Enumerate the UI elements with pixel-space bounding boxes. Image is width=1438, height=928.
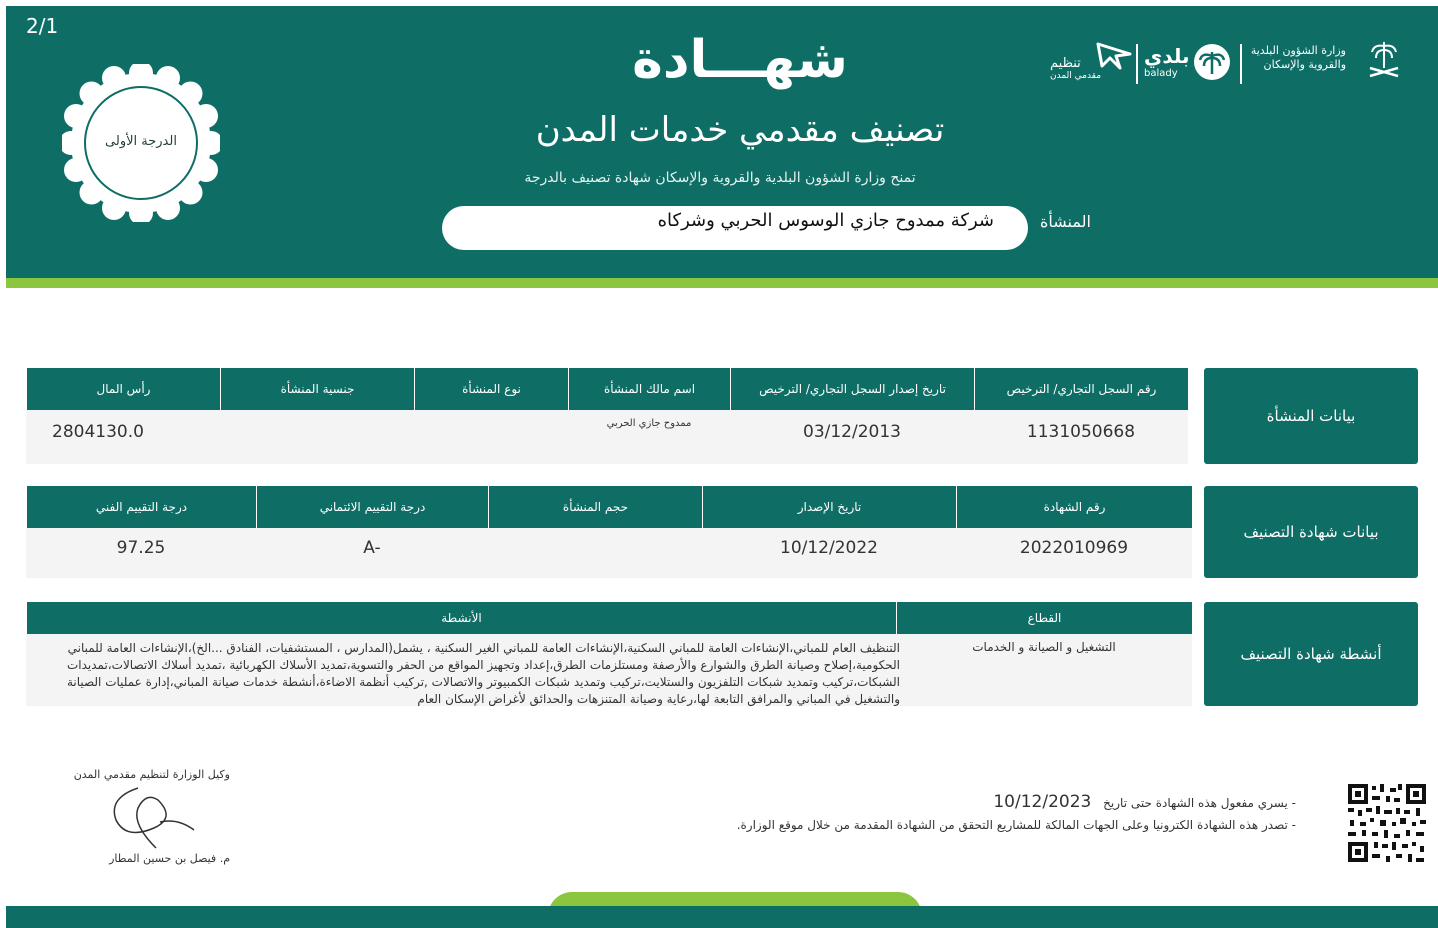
tanzeem-logo: تنظيم مقدمي المدن [1050, 56, 1102, 81]
capital-value: 2804130.0 [52, 422, 144, 442]
organization-label: المنشأة [1040, 212, 1091, 231]
org-type-value [414, 410, 568, 454]
cr-number-value: 1131050668 [1026, 422, 1136, 442]
activities-value: التنظيف العام للمباني،الإنشاءات العامة للمباني السكنية،الإنشاءات العامة للمباني الغير السكنية ، يشمل(المدارس ، المستشفيات، الفنادق ...الخ)،الإنشاءات العامة للمباني الحكومية،إصلاح وصيانة الطرق والشوارع والأرصفة ومستلزمات الطرق،إعداد وتجهيز المواقع من الحفر والتسوية،تمديد الأسلاك الكهربائية ،تمديد أسلاك الاتصالات،تمديدات الشبكات،تركيب وتمديد شبكات التلفزيون والستلايت،تركيب وتمديد شبكات الكمبيوتر والاتصالات ,تركيب أنظمة الاضاءة،أنشطة خدمات صيانة المباني،إدارة عمليات الصيانة والتشغيل في المباني والمرافق التابعة لها،رعاية وصيانة المتنزهات والحدائق لأغراض الإسكان العام [66, 641, 900, 706]
col-activities: الأنشطة [26, 602, 896, 634]
credit-rating-value: A- [363, 538, 381, 558]
cr-date-value: 03/12/2013 [803, 422, 901, 442]
palm-logo-icon [1192, 42, 1232, 82]
validity-date: 10/12/2023 [993, 792, 1092, 812]
logo-divider-2 [1240, 44, 1242, 84]
col-sector: القطاع [896, 602, 1192, 634]
col-credit-rating: درجة التقييم الائتماني [256, 486, 488, 528]
certificate-number-value: 2022010969 [1019, 538, 1129, 558]
col-issue-date: تاريخ الإصدار [702, 486, 956, 528]
owner-name-value: ممدوح جازي الحربي [606, 418, 692, 429]
certificate-table [26, 486, 1192, 578]
page-number: 2/1 [26, 14, 59, 38]
organization-name: شركة ممدوح جازي الوسوس الحربي وشركاه [657, 210, 994, 231]
tanzeem-arrow-icon [1096, 40, 1132, 70]
certificate-footer [6, 906, 1438, 928]
balady-logo: بلدي balady [1144, 44, 1190, 79]
handwritten-signature-icon [98, 778, 208, 858]
col-org-size: حجم المنشأة [488, 486, 702, 528]
technical-rating-value: 97.25 [116, 538, 166, 558]
rank-badge-label: الدرجة الأولى [105, 134, 177, 149]
col-org-type: نوع المنشأة [414, 368, 568, 410]
establishment-table [26, 368, 1188, 464]
activities-section-label: أنشطة شهادة التصنيف [1204, 602, 1418, 706]
header-accent-line [6, 278, 1438, 288]
qr-code-icon[interactable] [1346, 782, 1428, 864]
org-nationality-value [220, 410, 414, 454]
col-certificate-number: رقم الشهادة [956, 486, 1192, 528]
logo-divider [1136, 44, 1138, 84]
signatory-title: وكيل الوزارة لتنظيم مقدمي المدن [73, 768, 230, 781]
saudi-emblem-icon [1364, 38, 1404, 86]
grant-statement: تمنح وزارة الشؤون البلدية والقروية والإسكان شهادة تصنيف بالدرجة [524, 170, 916, 186]
validity-note [660, 792, 1296, 812]
col-owner-name: اسم مالك المنشأة [568, 368, 730, 410]
validity-note-text: - يسري مفعول هذه الشهادة حتى تاريخ [1103, 796, 1296, 810]
col-capital: رأس المال [26, 368, 220, 410]
certificate-subtitle: تصنيف مقدمي خدمات المدن [535, 110, 945, 150]
col-cr-date: تاريخ إصدار السجل التجاري/ الترخيص [730, 368, 974, 410]
org-size-value [488, 526, 702, 570]
col-technical-rating: درجة التقييم الفني [26, 486, 256, 528]
col-org-nationality: جنسية المنشأة [220, 368, 414, 410]
certificate-section-label: بيانات شهادة التصنيف [1204, 486, 1418, 578]
sector-value: التشغيل و الصيانة و الخدمات [972, 640, 1116, 654]
ministry-logo-text: وزارة الشؤون البلدية والقروية والإسكان [1250, 44, 1346, 71]
issue-date-value: 10/12/2022 [780, 538, 878, 558]
col-cr-number: رقم السجل التجاري/ الترخيص [974, 368, 1188, 410]
establishment-section-label: بيانات المنشأة [1204, 368, 1418, 464]
signatory-name: م. فيصل بن حسين المطار [109, 852, 230, 865]
certificate-title: شهـــادة [632, 30, 848, 90]
verification-note: - تصدر هذه الشهادة الكترونيا وعلى الجهات المالكة للمشاريع التحقق من الشهادة المقدمة من خلال موقع الوزارة. [736, 818, 1296, 832]
